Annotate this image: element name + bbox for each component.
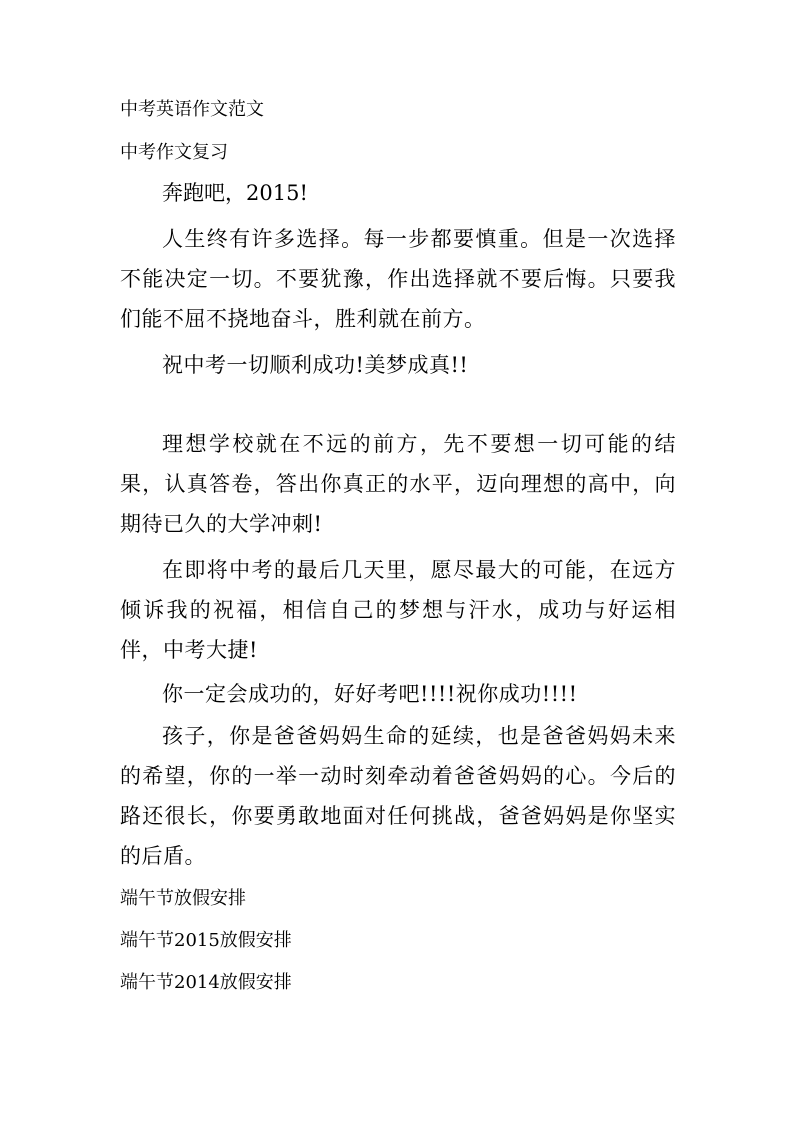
paragraph-choices: 人生终有许多选择。每一步都要慎重。但是一次选择不能决定一切。不要犹豫，作出选择就不要后悔。只要我们能不屈不挠地奋斗，胜利就在前方。 — [120, 227, 676, 331]
paragraph-blessing: 在即将中考的最后几天里，愿尽最大的可能，在远方倾诉我的祝福，相信自己的梦想与汗水，成功与好运相伴，中考大捷! — [120, 558, 676, 662]
paragraph-ideal-school: 理想学校就在不远的前方，先不要想一切可能的结果，认真答卷，答出你真正的水平，迈向理想的高中，向期待已久的大学冲刺! — [120, 432, 676, 536]
paragraph-encouragement: 你一定会成功的，好好考吧!!!!祝你成功!!!! — [162, 682, 578, 706]
paragraph-wish: 祝中考一切顺利成功!美梦成真!! — [162, 353, 469, 377]
footer-line-holiday-2014: 端午节2014放假安排 — [120, 972, 292, 993]
essay-title: 奔跑吧，2015! — [162, 181, 308, 205]
heading-essay-review: 中考作文复习 — [120, 142, 228, 163]
paragraph-parents: 孩子，你是爸爸妈妈生命的延续，也是爸爸妈妈未来的希望，你的一举一动时刻牵动着爸爸妈妈的心。今后的路还很长，你要勇敢地面对任何挑战，爸爸妈妈是你坚实的后盾。 — [120, 724, 676, 868]
footer-line-holiday: 端午节放假安排 — [120, 888, 246, 909]
footer-line-holiday-2015: 端午节2015放假安排 — [120, 930, 292, 951]
heading-essay-samples: 中考英语作文范文 — [120, 99, 264, 120]
